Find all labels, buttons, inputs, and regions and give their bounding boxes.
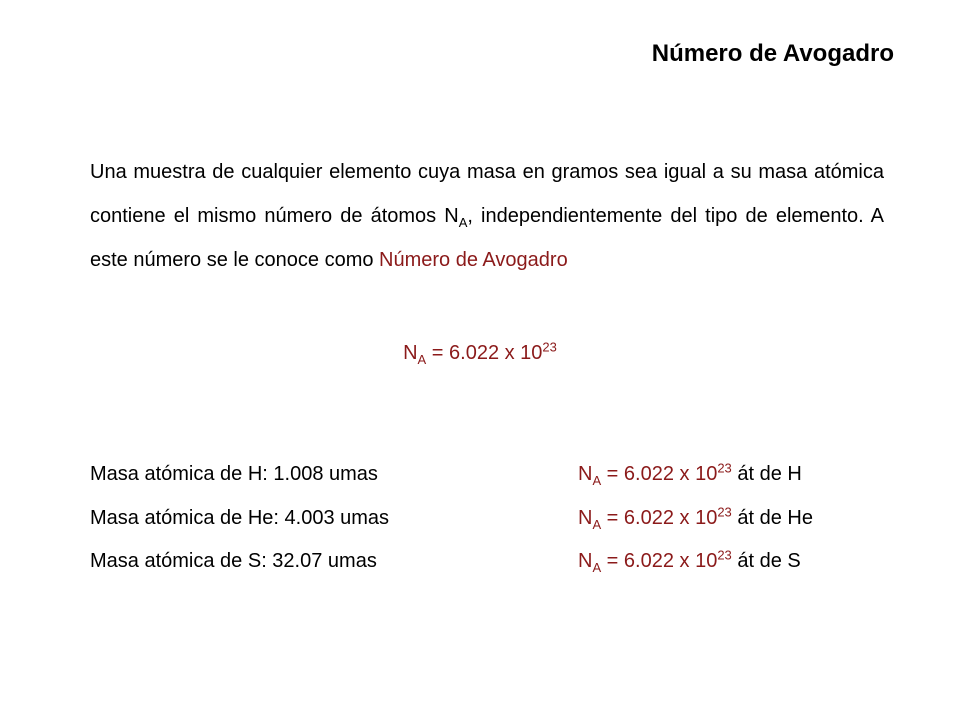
na-base: N	[578, 507, 593, 529]
na-exponent: 23	[717, 460, 732, 476]
paragraph-text-2: , independientemente del tipo de elemento. A este número se le conoce como	[90, 205, 885, 271]
na-base: N	[578, 550, 593, 572]
description-paragraph	[90, 150, 884, 282]
paragraph-subscript: A	[458, 215, 468, 230]
formula-equals: = 6.022 x 10	[426, 342, 543, 364]
na-subscript: A	[592, 473, 602, 488]
mass-text: Masa atómica de S: 32.07 umas	[90, 550, 377, 572]
na-value: = 6.022 x 10	[601, 463, 718, 485]
na-value: = 6.022 x 10	[601, 550, 718, 572]
avogadro-formula	[0, 339, 960, 367]
na-base: N	[578, 463, 593, 485]
avogadro-highlight: Número de Avogadro	[379, 249, 568, 271]
mass-row-s	[90, 547, 884, 580]
mass-row-h	[90, 460, 884, 493]
na-equation	[578, 547, 801, 575]
mass-text: Masa atómica de H: 1.008 umas	[90, 463, 378, 485]
na-equation	[578, 504, 813, 532]
na-equation	[578, 460, 802, 488]
na-subscript: A	[592, 517, 602, 532]
paragraph-text-1: Una muestra de cualquier elemento cuya masa en gramos sea igual a su masa atómica contiene el mismo número de átomos N	[90, 161, 884, 227]
na-suffix: át de H	[731, 463, 802, 485]
formula-exponent: 23	[542, 339, 557, 355]
slide-title: Número de Avogadro	[651, 40, 894, 67]
na-exponent: 23	[717, 547, 732, 563]
na-value: = 6.022 x 10	[601, 507, 718, 529]
formula-subscript: A	[417, 352, 427, 367]
na-exponent: 23	[717, 504, 732, 520]
formula-base: N	[403, 342, 418, 364]
mass-text: Masa atómica de He: 4.003 umas	[90, 507, 390, 529]
na-subscript: A	[592, 560, 602, 575]
na-suffix: át de He	[731, 507, 813, 529]
mass-row-he	[90, 504, 884, 537]
na-suffix: át de S	[731, 550, 801, 572]
